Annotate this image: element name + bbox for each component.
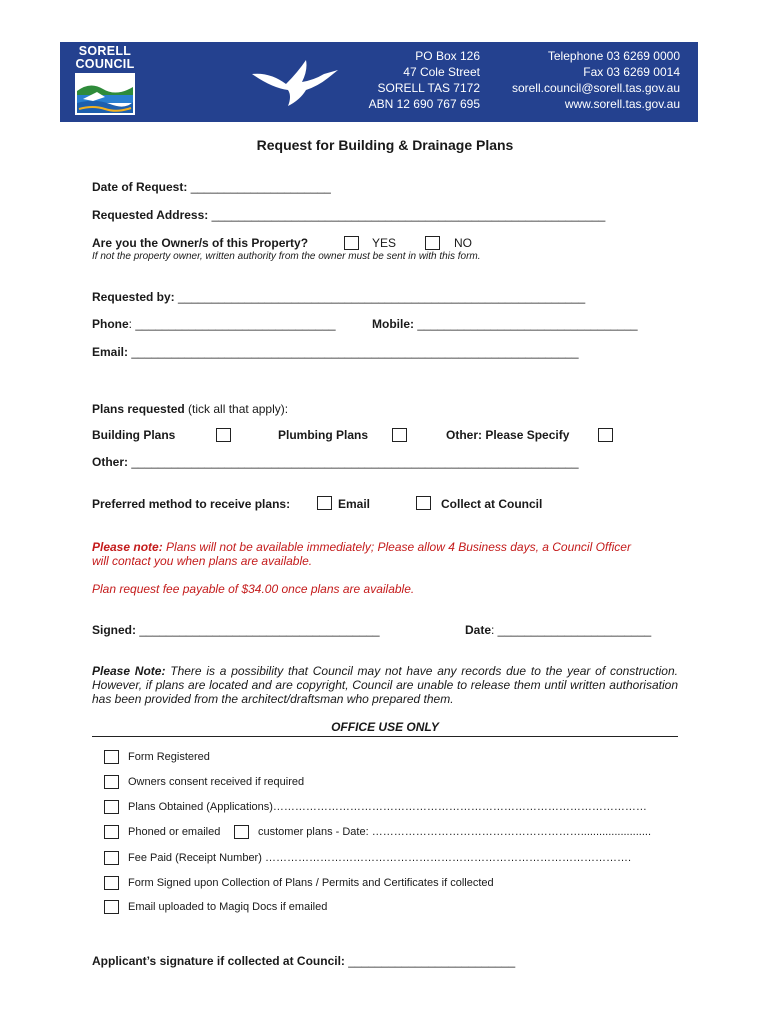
office-item-customer-plans: customer plans - Date: ………………………………………………….......................	[258, 826, 652, 838]
plans-requested-note: (tick all that apply):	[188, 402, 289, 416]
requested-by-row	[92, 290, 585, 304]
other-field[interactable]: ___________________________________________________________________	[131, 455, 579, 469]
mobile-row	[372, 317, 638, 331]
office-item-email-uploaded: Email uploaded to Magiq Docs if emailed	[128, 901, 328, 913]
requested-address-row	[92, 208, 605, 222]
office-item-phoned: Phoned or emailed	[128, 826, 221, 838]
signed-label: Signed:	[92, 623, 136, 637]
phone-label: Phone	[92, 317, 129, 331]
logo-line-2: COUNCIL	[75, 57, 135, 71]
email-method-checkbox[interactable]	[317, 496, 332, 510]
fee-paid-checkbox[interactable]	[104, 851, 119, 865]
other-label: Other:	[92, 455, 128, 469]
applicant-signature-label: Applicant’s signature if collected at Council:	[92, 954, 345, 968]
fee-note: Plan request fee payable of $34.00 once plans are available.	[92, 582, 415, 596]
council-contact: Telephone 03 6269 0000 Fax 03 6269 0014 sorell.council@sorell.tas.gov.au www.sorell.tas.gov.au	[511, 49, 680, 111]
other-row	[92, 455, 579, 469]
signed-field[interactable]: ____________________________________	[139, 623, 380, 637]
availability-note: Please note: Plans will not be available immediately; Please allow 4 Business days, a Council Officer will contact you when plans are available.	[92, 540, 631, 568]
owner-question: Are you the Owner/s of this Property?	[92, 236, 309, 250]
plans-obtained-checkbox[interactable]	[104, 800, 119, 814]
date-of-request-label: Date of Request:	[92, 180, 188, 194]
applicant-signature-row	[92, 954, 515, 968]
phone-field[interactable]: : ______________________________	[128, 317, 336, 331]
customer-plans-checkbox[interactable]	[234, 825, 249, 839]
requested-by-field[interactable]: _____________________________________________________________	[178, 290, 586, 304]
letterhead-banner	[60, 42, 698, 122]
building-plans-checkbox[interactable]	[216, 428, 231, 442]
office-item-form-registered: Form Registered	[128, 751, 210, 763]
date-row	[465, 623, 651, 637]
plumbing-plans-checkbox[interactable]	[392, 428, 407, 442]
date-field[interactable]: : _______________________	[491, 623, 652, 637]
form-signed-checkbox[interactable]	[104, 876, 119, 890]
signed-row	[92, 623, 380, 637]
requested-by-label: Requested by:	[92, 290, 175, 304]
owner-note: If not the property owner, written authority from the owner must be sent in with this form.	[92, 251, 481, 262]
office-item-form-signed: Form Signed upon Collection of Plans / Permits and Certificates if collected	[128, 877, 494, 889]
mobile-field[interactable]: _________________________________	[417, 317, 638, 331]
applicant-signature-field[interactable]: _________________________	[348, 954, 516, 968]
email-row	[92, 345, 579, 359]
form-registered-checkbox[interactable]	[104, 750, 119, 764]
email-method-label: Email	[338, 497, 371, 511]
collect-method-label: Collect at Council	[441, 497, 543, 511]
owner-no-checkbox[interactable]	[425, 236, 440, 250]
office-item-plans-obtained: Plans Obtained (Applications)…………………………………………………………………………………………	[128, 801, 647, 813]
collect-method-checkbox[interactable]	[416, 496, 431, 510]
plumbing-plans-label: Plumbing Plans	[278, 428, 369, 442]
logo-line-1: SORELL	[78, 44, 132, 58]
building-plans-label: Building Plans	[92, 428, 176, 442]
mobile-label: Mobile:	[372, 317, 414, 331]
office-use-heading: OFFICE USE ONLY	[331, 720, 439, 734]
office-item-owners-consent: Owners consent received if required	[128, 776, 305, 788]
bird-icon	[248, 54, 340, 110]
office-item-fee-paid: Fee Paid (Receipt Number) ……………………………………………………………………………………….	[128, 852, 631, 864]
phone-row	[92, 317, 336, 331]
requested-address-field[interactable]: ___________________________________________________________	[211, 208, 606, 222]
council-logo	[70, 45, 140, 117]
other-specify-label: Other: Please Specify	[446, 428, 570, 442]
email-field[interactable]: ___________________________________________________________________	[131, 345, 579, 359]
availability-note-label: Please note:	[92, 540, 163, 554]
date-of-request-field[interactable]: _____________________	[190, 180, 331, 194]
disclaimer-label: Please Note:	[92, 664, 166, 678]
logo-emblem-icon	[75, 73, 135, 115]
form-title: Request for Building & Drainage Plans	[256, 137, 514, 153]
records-disclaimer: Please Note: There is a possibility that Council may not have any records due to the year of construction. However, if plans are located and are copyright, Council are unable to release them until written authorisation has been provided from the architect/draftsman who prepared them.	[92, 664, 678, 706]
date-of-request-row	[92, 180, 331, 194]
office-divider	[92, 736, 678, 737]
email-uploaded-checkbox[interactable]	[104, 900, 119, 914]
owner-yes-label: YES	[372, 236, 397, 250]
phoned-emailed-checkbox[interactable]	[104, 825, 119, 839]
other-specify-checkbox[interactable]	[598, 428, 613, 442]
owner-yes-checkbox[interactable]	[344, 236, 359, 250]
email-label: Email:	[92, 345, 129, 359]
council-address: PO Box 126 47 Cole Street SORELL TAS 7172 ABN 12 690 767 695	[368, 49, 480, 111]
owner-no-label: NO	[454, 236, 472, 250]
requested-address-label: Requested Address:	[92, 208, 209, 222]
owners-consent-checkbox[interactable]	[104, 775, 119, 789]
plans-requested-heading: Plans requested (tick all that apply):	[92, 402, 289, 416]
preferred-method-label: Preferred method to receive plans:	[92, 497, 291, 511]
date-label: Date	[465, 623, 492, 637]
